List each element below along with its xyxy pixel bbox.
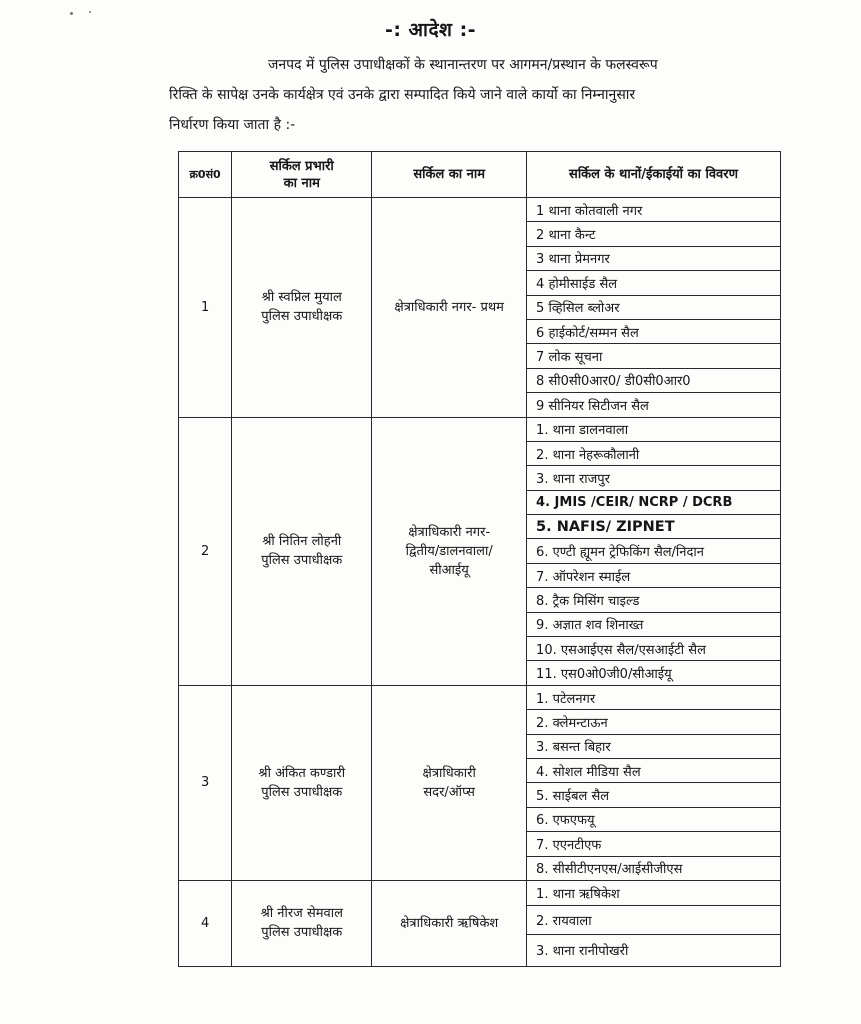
intro-line-2: रिक्ति के सापेक्ष उनके कार्यक्षेत्र एवं उनके द्वारा सम्पादित किये जाने वाले कार्यो का निम्नानुसार bbox=[169, 87, 636, 103]
unit-item: 6. एफएफयू bbox=[527, 807, 781, 831]
table-row bbox=[179, 880, 781, 905]
unit-item: 4 होमीसाईड सैल bbox=[527, 271, 781, 295]
unit-item: 5. NAFIS/ ZIPNET bbox=[527, 515, 781, 539]
officer-name: श्री नितिन लोहनी bbox=[262, 534, 342, 550]
circle-officer bbox=[232, 685, 372, 880]
unit-item: 3 थाना प्रेमनगर bbox=[527, 246, 781, 270]
unit-item: 7 लोक सूचना bbox=[527, 344, 781, 368]
serial-number: 4 bbox=[179, 880, 232, 966]
circle-name-line: क्षेत्राधिकारी ऋषिकेश bbox=[400, 915, 499, 931]
circle-name-line: क्षेत्राधिकारी bbox=[422, 765, 476, 781]
unit-item: 4. JMIS /CEIR/ NCRP / DCRB bbox=[527, 490, 781, 514]
table-header-row bbox=[179, 152, 781, 198]
intro-paragraph bbox=[169, 50, 790, 140]
header-circle-officer-line1: सर्किल प्रभारी bbox=[269, 158, 334, 174]
scan-speck bbox=[89, 11, 91, 13]
serial-number: 1 bbox=[179, 198, 232, 418]
officer-title: पुलिस उपाधीक्षक bbox=[261, 784, 343, 800]
unit-item: 10. एसआईएस सैल/एसआईटी सैल bbox=[527, 637, 781, 661]
circle-name bbox=[372, 198, 527, 418]
unit-item: 11. एस0ओ0जी0/सीआईयू bbox=[527, 661, 781, 685]
unit-item: 1. पटेलनगर bbox=[527, 685, 781, 709]
circle-name bbox=[372, 880, 527, 966]
unit-item: 8. ट्रैक मिसिंग चाइल्ड bbox=[527, 588, 781, 612]
unit-item: 3. थाना राजपुर bbox=[527, 466, 781, 490]
unit-item: 5 व्हिसिल ब्लोअर bbox=[527, 295, 781, 319]
circle-name-line: क्षेत्राधिकारी नगर- bbox=[408, 524, 491, 540]
unit-item: 7. एएनटीएफ bbox=[527, 832, 781, 856]
circle-name bbox=[372, 417, 527, 685]
header-circle-officer bbox=[232, 152, 372, 198]
circle-officer bbox=[232, 417, 372, 685]
table-row bbox=[179, 417, 781, 441]
header-circle-name: सर्किल का नाम bbox=[372, 152, 527, 198]
unit-item: 1. थाना ऋषिकेश bbox=[527, 880, 781, 905]
unit-item: 6. एण्टी ह्यूमन ट्रेफिकिंग सैल/निदान bbox=[527, 539, 781, 563]
circle-name-line: द्वितीय/डालनवाला/ bbox=[405, 543, 493, 559]
unit-item: 8 सी0सी0आर0/ डी0सी0आर0 bbox=[527, 368, 781, 392]
unit-item: 5. साईबल सैल bbox=[527, 783, 781, 807]
assignment-table bbox=[178, 151, 781, 967]
order-heading: -: आदेश :- bbox=[384, 19, 477, 41]
unit-item: 4. सोशल मीडिया सैल bbox=[527, 758, 781, 782]
circle-officer bbox=[232, 880, 372, 966]
unit-item: 7. ऑपरेशन स्माईल bbox=[527, 563, 781, 587]
serial-number: 3 bbox=[179, 685, 232, 880]
serial-number: 2 bbox=[179, 417, 232, 685]
scan-speck bbox=[70, 12, 73, 15]
unit-item: 9 सीनियर सिटीजन सैल bbox=[527, 393, 781, 417]
circle-officer bbox=[232, 198, 372, 418]
circle-name bbox=[372, 685, 527, 880]
unit-item: 2. रायवाला bbox=[527, 905, 781, 934]
circle-name-line: सदर/ऑप्स bbox=[423, 784, 475, 800]
header-circle-details: सर्किल के थानों/ईकाईयों का विवरण bbox=[527, 152, 781, 198]
unit-item: 2 थाना कैन्ट bbox=[527, 222, 781, 246]
unit-item: 2. क्लेमन्टाऊन bbox=[527, 710, 781, 734]
unit-item: 1. थाना डालनवाला bbox=[527, 417, 781, 441]
officer-name: श्री स्वप्निल मुयाल bbox=[261, 290, 342, 306]
circle-name-line: क्षेत्राधिकारी नगर- प्रथम bbox=[394, 299, 504, 315]
unit-item: 3. थाना रानीपोखरी bbox=[527, 934, 781, 966]
unit-item: 2. थाना नेहरूकौलानी bbox=[527, 441, 781, 465]
officer-title: पुलिस उपाधीक्षक bbox=[261, 309, 343, 325]
unit-item: 9. अज्ञात शव शिनाख्त bbox=[527, 612, 781, 636]
table-row bbox=[179, 198, 781, 222]
header-serial-number: क्र0सं0 bbox=[179, 152, 232, 198]
intro-line-1: जनपद में पुलिस उपाधीक्षकों के स्थानान्तरण पर आगमन/प्रस्थान के फलस्वरूप bbox=[268, 57, 658, 73]
officer-name: श्री नीरज सेमवाल bbox=[260, 906, 343, 922]
unit-item: 8. सीसीटीएनएस/आईसीजीएस bbox=[527, 856, 781, 880]
intro-line-3: निर्धारण किया जाता है :- bbox=[169, 117, 296, 133]
unit-item: 6 हाईकोर्ट/सम्मन सैल bbox=[527, 319, 781, 343]
unit-item: 3. बसन्त बिहार bbox=[527, 734, 781, 758]
table-row bbox=[179, 685, 781, 709]
officer-title: पुलिस उपाधीक्षक bbox=[261, 925, 343, 941]
officer-title: पुलिस उपाधीक्षक bbox=[261, 553, 343, 569]
unit-item: 1 थाना कोतवाली नगर bbox=[527, 198, 781, 222]
header-circle-officer-line2: का नाम bbox=[283, 175, 320, 191]
officer-name: श्री अंकित कण्डारी bbox=[258, 765, 346, 781]
circle-name-line: सीआईयू bbox=[429, 562, 469, 578]
